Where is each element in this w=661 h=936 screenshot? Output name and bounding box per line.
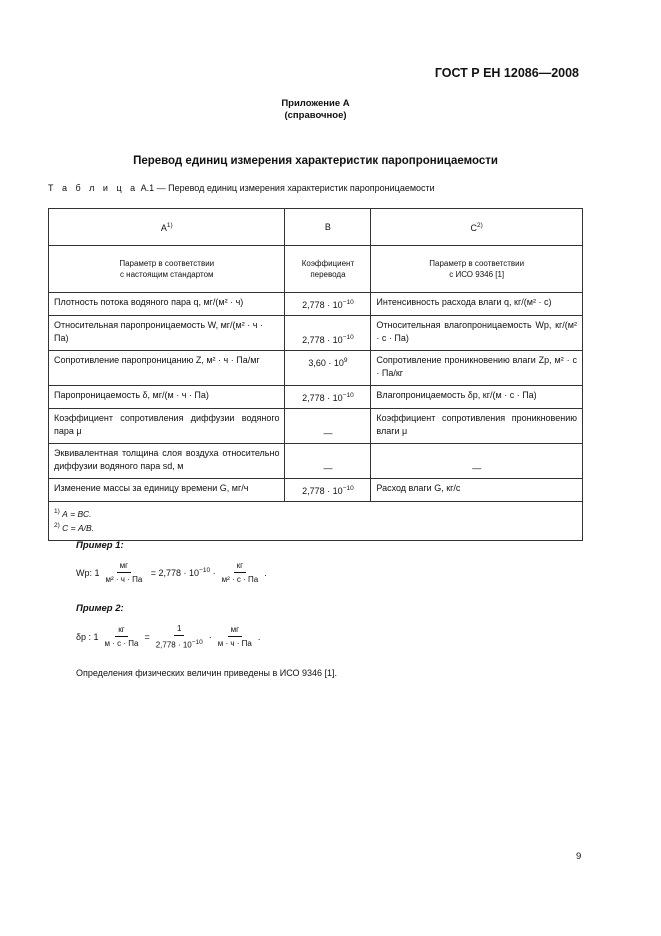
- table-notes: [49, 502, 583, 541]
- page-number: 9: [576, 851, 582, 862]
- subheader-col-b: Коэффициент перевода: [285, 246, 371, 293]
- standard-code: ГОСТ Р ЕН 12086—2008: [434, 66, 579, 80]
- table-notes-row: [49, 502, 583, 541]
- table-cell-coefficient: $2,778 \cdot 10^{-10}$: [285, 479, 371, 502]
- table-cell-param-a: Относительная паропроницаемость W, мг/(м² · ч · Па): [49, 316, 285, 351]
- table-cell-coefficient: —: [285, 409, 371, 444]
- table-cell-param-c: Интенсивность расхода влаги q, кг/(м² · с): [371, 293, 583, 316]
- formula-fraction: $\frac{мг}{м \cdot ч \cdot Па}$: [217, 625, 252, 649]
- table-cell-param-a: Сопротивление паропроницанию Z, м² · ч · Па/мг: [49, 351, 285, 386]
- formula-middle: = $2,778 \cdot 10^{-10}$ ·: [148, 567, 216, 578]
- header-col-a-note: 1): [166, 222, 173, 229]
- formula-fraction: $\frac{кг}{м \cdot с \cdot Па}$: [104, 625, 139, 649]
- table-note-2: $^{2)}$ С = А/В.: [54, 521, 95, 533]
- table-cell-coefficient: $2,778 \cdot 10^{-10}$: [285, 293, 371, 316]
- table-note-1: $^{1)}$ А = ВС.: [54, 508, 92, 519]
- formula-tail: .: [264, 567, 267, 578]
- table-cell-param-a: Плотность потока водяного пара q, мг/(м² · ч): [49, 293, 285, 316]
- table-header-row: [49, 209, 583, 246]
- subheader-col-c: Параметр в соответствии с ИСО 9346 [1]: [371, 246, 583, 293]
- example-2-label: Пример 2:: [76, 603, 124, 614]
- definitions-note: Определения физических величин приведены в ИСО 9346 [1].: [76, 668, 338, 678]
- formula-fraction: $\frac{1}{2,778 \cdot 10^{-10}}$: [155, 624, 203, 650]
- formula-lhs: Wp: 1: [76, 567, 100, 578]
- table-cell-coefficient: $3,60 \cdot 10^9$: [285, 351, 371, 386]
- example-1-label: Пример 1:: [76, 540, 124, 551]
- table-cell-param-c: Сопротивление проникновению влаги Zp, м² · с · Па/кг: [371, 351, 583, 386]
- annex-subtitle: (справочное): [284, 110, 347, 121]
- document-title: Перевод единиц измерения характеристик паропроницаемости: [133, 155, 498, 167]
- header-col-b: В: [285, 209, 371, 246]
- table-row: [49, 293, 583, 316]
- table-cell-coefficient: $2,778 \cdot 10^{-10}$: [285, 386, 371, 409]
- formula-fraction: $\frac{кг}{\text{м² · с · Па}}$: [221, 561, 259, 584]
- formula-lhs: δp : 1: [76, 631, 99, 642]
- table-cell-param-a: Эквивалентная толщина слоя воздуха относительно диффузии водяного пара sd, м: [49, 444, 285, 479]
- table-cell-param-c: Относительная влагопроницаемость Wp, кг/(м² · с · Па): [371, 316, 583, 351]
- table-cell-param-c: Расход влаги G, кг/с: [371, 479, 583, 502]
- table-cell-coefficient: $2,778 \cdot 10^{-10}$: [285, 316, 371, 351]
- example-1-formula: [76, 560, 267, 585]
- table-cell-param-c: Коэффициент сопротивления проникновению влаги μ: [371, 409, 583, 444]
- annex-heading: [0, 98, 631, 122]
- header-col-a: $А^{1)}$: [49, 209, 285, 246]
- formula-dot: ·: [208, 631, 212, 642]
- table-cell-param-a: Коэффициент сопротивления диффузии водяного пара μ: [49, 409, 285, 444]
- conversion-table: [48, 208, 583, 541]
- table-cell-param-c: —: [371, 444, 583, 479]
- table-row: [49, 479, 583, 502]
- example-2-formula: [76, 623, 260, 651]
- formula-fraction: $\frac{мг}{\text{м² · ч · Па}}$: [105, 561, 143, 584]
- table-caption: [48, 183, 435, 193]
- table-subheader-row: [49, 246, 583, 293]
- formula-equals: =: [144, 631, 150, 642]
- table-caption-prefix: Т а б л и ц а: [48, 183, 139, 193]
- table-cell-param-a: Паропроницаемость δ, мг/(м · ч · Па): [49, 386, 285, 409]
- table-cell-param-c: Влагопроницаемость δp, кг/(м · с · Па): [371, 386, 583, 409]
- table-row: [49, 351, 583, 386]
- subheader-col-a: Параметр в соответствии с настоящим стандартом: [49, 246, 285, 293]
- table-cell-param-a: Изменение массы за единицу времени G, мг/ч: [49, 479, 285, 502]
- header-col-c: $С^{2)}$: [371, 209, 583, 246]
- table-row: [49, 316, 583, 351]
- table-row: [49, 386, 583, 409]
- table-cell-coefficient: —: [285, 444, 371, 479]
- header-col-c-note: 2): [477, 222, 483, 229]
- table-row: [49, 444, 583, 479]
- formula-tail: .: [257, 631, 261, 642]
- annex-title: Приложение А: [281, 98, 350, 109]
- table-caption-text: А.1 — Перевод единиц измерения характеристик паропроницаемости: [138, 183, 435, 193]
- table-row: [49, 409, 583, 444]
